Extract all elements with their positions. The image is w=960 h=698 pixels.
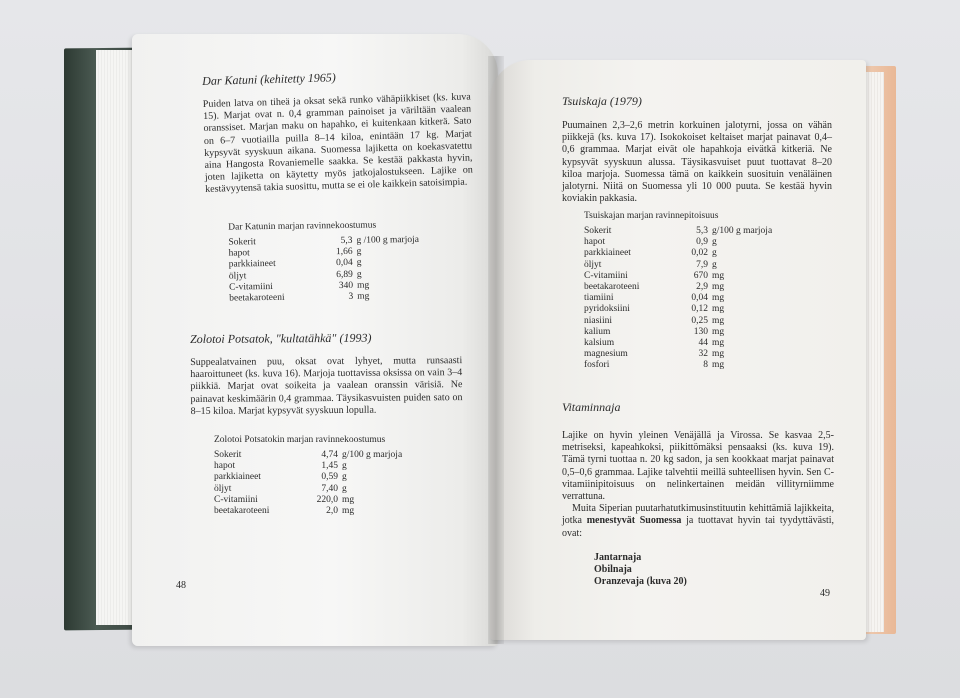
nutrient-value: 2,9 [696,282,708,293]
vitaminnaja-section [562,400,834,588]
vitaminnaja-heading: Vitaminnaja [562,400,621,414]
right-page [490,60,866,640]
nutrient-name: Sokerit [228,237,256,248]
nutrient-name: parkkiaineet [214,472,261,483]
nutrient-name: parkkiaineet [228,259,276,270]
vitaminnaja-paragraph-2-start: Muita Siperian puutarhatutkimusinstituutin kehittämiä lajikkeita, jotka [562,503,834,527]
nutrient-row [584,260,772,271]
nutrient-unit: g [712,237,717,248]
nutrient-unit: mg [712,304,725,315]
nutrient-name: C-vitamiini [228,281,273,293]
nutrient-name: parkkiaineet [584,248,631,259]
nutrient-name: öljyt [584,259,602,270]
nutrient-value: 0,04 [336,258,353,269]
nutrient-value: 1,66 [335,247,353,258]
zolotoi-table-title: Zolotoi Potsatokin marjan ravinnekoostumus [214,435,386,445]
tsuiskaja-paragraph: Puumainen 2,3–2,6 metrin korkuinen jalotyrni, jossa on vähän piikkejä (ks. kuva 17). Isokokoiset keltaiset marjat painavat 0,4–0,6 grammaa. Marjat eivät ole hapahkoja eivätkä kitkeriä. Ne kypsyvät syyskuun alussa. Täysikasvuiset puut tuottavat 8–20 kiloa marjoja. Suomessa tämä on kaikkein suosituin venäläinen jalotyrni. Niitä on Suomessa yli 10 000 puuta. Se kestää hyvin koviakin pakkasia. [562,120,832,205]
nutrient-name: hapot [214,461,236,472]
tsuiskaja-table-title: Tsuiskajan marjan ravinnepitoisuus [584,211,719,221]
nutrient-name: tiamiini [584,293,614,304]
nutrient-value: 0,02 [691,248,708,259]
nutrient-row [214,450,402,461]
nutrient-name: C-vitamiini [584,270,628,281]
dar-katuni-table-block [198,208,459,305]
nutrient-value: 0,25 [691,315,708,326]
nutrient-value: 1,45 [321,461,338,472]
dar-katuni-section [202,67,473,197]
nutrient-value: 0,04 [691,293,708,304]
nutrient-name: pyridoksiini [584,304,630,315]
nutrient-unit: g [356,258,362,269]
book-gutter-shadow [488,56,504,644]
page-number-right: 49 [820,588,830,599]
nutrient-value: 4,74 [321,450,338,460]
nutrient-unit: g [342,461,347,472]
nutrient-name: kalsium [584,338,615,349]
nutrient-name: öljyt [228,270,247,282]
nutrient-row [584,316,772,327]
nutrient-row [214,461,402,472]
variety-list-item: Obilnaja [594,564,632,576]
nutrient-value: 7,9 [696,259,708,270]
zolotoi-section [190,330,463,418]
dar-katuni-paragraph: Puiden latva on tiheä ja oksat sekä runko vähäpiikkiset (ks. kuva 15). Marjat ovat n. 0,4 gramman painoiset ja väriltään vaalean oranssiset. Marjan maku on hapahko, ei kuitenkaan kitkerä. Sato on 6–7 vuotiailla puilla 8–14 kiloa, enintään 17 kg. Marjat kypsyvät syyskuun aikana. Suomessa lajiketta on koekasvatettu aina Hangosta Rovaniemelle saakka. Se kestää pakkasta hyvin, joten lajiketta on käytetty myös jatkojalostukseen. Lajike on kestävyytensä takia suosittu, mutta se ei ole kaikkein satoisimpia. [202,91,473,196]
nutrient-value: 0,9 [696,237,708,248]
nutrient-row [584,293,772,304]
nutrient-unit: mg [712,315,725,326]
nutrient-value: 44 [698,338,708,349]
nutrient-value: 2,0 [326,506,338,517]
nutrient-row [584,271,772,282]
nutrient-name: öljyt [214,483,232,494]
nutrient-unit: g [712,248,717,259]
nutrient-row [584,360,772,371]
nutrient-name: magnesium [584,349,628,360]
nutrient-unit: mg [712,326,725,337]
nutrient-unit: mg [712,338,725,349]
nutrient-unit: mg [712,349,725,360]
vitaminnaja-paragraph-2-bold: menestyvät Suomessa [586,515,682,527]
nutrient-name: Sokerit [214,450,242,460]
nutrient-name: beetakaroteeni [584,282,640,293]
nutrient-name: niasiini [584,315,612,326]
vitaminnaja-paragraph-2-end: ja tuottavat hyvin tai tyydyttävästi, ovat: [562,515,835,539]
nutrient-unit: g [342,483,347,494]
nutrient-unit: g /100 g marjoja [356,234,420,246]
nutrient-row [584,226,772,237]
nutrient-value: 5,3 [696,226,708,236]
nutrient-value: 3 [348,291,354,302]
nutrient-unit: g [342,472,347,483]
zolotoi-paragraph: Suppealatvainen puu, oksat ovat lyhyet, mutta runsaasti haaroittuneet (ks. kuva 16). Marjoja tuottavissa oksissa on vain 3–4 piikkiä. Marjat ovat soikeita ja vaalean oranssin värisiä. Ne painavat keskimäärin 0,4 grammaa. Täysikasvuisten puiden sato on 8–15 kiloa. Marjat kypsyvät syyskuun lopulla. [190,355,463,417]
nutrient-row [214,495,402,506]
nutrient-unit: g/100 g marjoja [712,226,773,236]
nutrient-unit: g/100 g marjoja [342,450,403,460]
nutrient-value: 5,3 [340,235,353,247]
vitaminnaja-paragraph-1: Lajike on hyvin yleinen Venäjällä ja Virossa. Se kasvaa 2,5-metriseksi, kapeahkoksi, piikittömäksi pensaaksi (ks. kuva 19). Tämä tyrni tuottaa n. 20 kg sadon, ja sen kookkaat marjat painavat 0,5–0,6 grammaa. Lajike talvehtii meillä suhteellisen hyvin. Sen C-vitamiinipitoisuus on nelinkertainen meidän villityrniimme verrattuna. [562,430,834,503]
nutrient-unit: mg [342,506,355,517]
nutrient-unit: mg [712,282,725,293]
nutrient-row [584,304,772,315]
nutrient-row [229,291,420,305]
nutrient-value: 7,40 [321,483,338,494]
nutrient-row [214,472,402,483]
nutrient-row [584,338,772,349]
nutrient-row [214,506,402,517]
zolotoi-nutrient-table [214,450,402,517]
zolotoi-table-block [184,424,444,517]
nutrient-value: 32 [698,349,708,360]
nutrient-name: Sokerit [584,226,612,236]
nutrient-value: 670 [693,270,708,281]
nutrient-unit: g [356,246,362,257]
nutrient-row [214,484,402,495]
nutrient-row [584,282,772,293]
tsuiskaja-heading: Tsuiskaja (1979) [562,94,642,108]
nutrient-value: 130 [693,326,708,337]
nutrient-value: 6,89 [336,269,353,280]
dar-katuni-heading: Dar Katuni (kehitetty 1965) [202,70,336,88]
nutrient-name: hapot [584,237,606,248]
dar-katuni-table-title: Dar Katunin marjan ravinnekoostumus [228,220,377,233]
variety-list [594,552,834,589]
nutrient-value: 340 [338,280,354,291]
nutrient-unit: mg [712,360,725,371]
nutrient-unit: mg [712,293,725,304]
vitaminnaja-paragraph-2 [562,503,834,540]
nutrient-row [584,349,772,360]
nutrient-unit: mg [342,494,355,505]
left-page [132,34,498,646]
nutrient-value: 0,59 [321,472,338,483]
nutrient-unit: g [356,269,362,280]
dar-katuni-nutrient-table [228,235,419,305]
nutrient-name: C-vitamiini [214,494,258,505]
tsuiskaja-table-block [554,200,824,372]
tsuiskaja-nutrient-table [584,226,772,372]
nutrient-unit: mg [712,270,725,281]
nutrient-unit: mg [357,291,370,302]
nutrient-row [584,327,772,338]
tsuiskaja-section [562,94,832,205]
nutrient-name: hapot [228,248,250,259]
page-number-left: 48 [176,580,186,591]
nutrient-name: beetakaroteeni [214,506,270,517]
zolotoi-heading: Zolotoi Potsatok, "kultatähkä" (1993) [190,330,372,346]
nutrient-value: 220,0 [316,494,338,505]
nutrient-row [584,248,772,259]
nutrient-name: beetakaroteeni [229,292,285,304]
nutrient-name: kalium [584,326,611,337]
variety-list-item: Jantarnaja [594,551,642,563]
nutrient-value: 8 [703,360,708,371]
nutrient-value: 0,12 [691,304,708,315]
nutrient-row [584,237,772,248]
nutrient-unit: mg [356,280,370,291]
nutrient-unit: g [712,259,717,270]
variety-list-item: Oranzevaja (kuva 20) [594,576,687,588]
nutrient-name: fosfori [584,360,610,371]
